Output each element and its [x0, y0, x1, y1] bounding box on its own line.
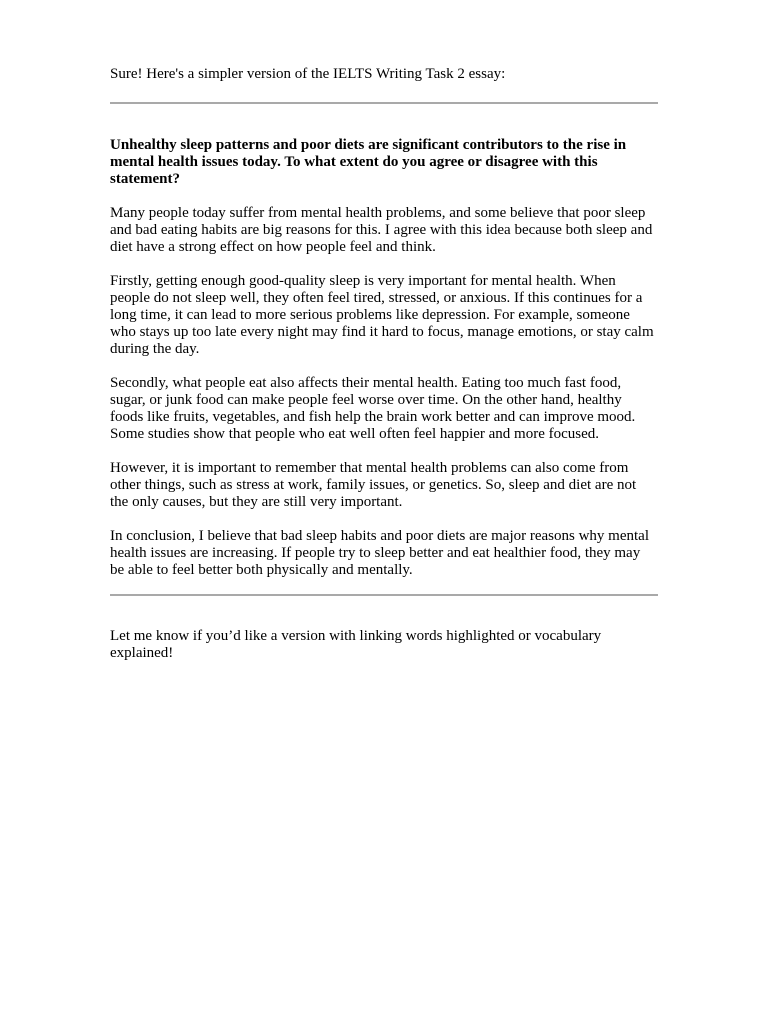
divider-top [110, 102, 658, 104]
outro-text: Let me know if you’d like a version with linking words highlighted or vocabulary explained! [110, 628, 602, 661]
essay-paragraph-other-causes: However, it is important to remember that mental health problems can also come from other things, such as stress at work, family issues, or genetics. So, sleep and diet are not the only causes, but they are still very important. [110, 460, 637, 510]
essay-paragraph-conclusion: In conclusion, I believe that bad sleep habits and poor diets are major reasons why mental health issues are increasing. If people try to sleep better and eat healthier food, they may be able to feel better both physically and mentally. [110, 528, 650, 578]
essay-paragraph-introduction: Many people today suffer from mental health problems, and some believe that poor sleep and bad eating habits are big reasons for this. I agree with this idea because both sleep and diet have a strong effect on how people feel and think. [110, 205, 653, 255]
divider-bottom [110, 594, 658, 596]
essay-paragraph-sleep: Firstly, getting enough good-quality sleep is very important for mental health. When people do not sleep well, they often feel tired, stressed, or anxious. If this continues for a long time, it can lead to more serious problems like depression. For example, someone who stays up too late every night may find it hard to focus, manage emotions, or stay calm during the day. [110, 273, 654, 357]
essay-paragraph-diet: Secondly, what people eat also affects their mental health. Eating too much fast food, sugar, or junk food can make people feel worse over time. On the other hand, healthy foods like fruits, vegetables, and fish help the brain work better and can improve mood. Some studies show that people who eat well often feel happier and more focused. [110, 375, 636, 442]
intro-text: Sure! Here's a simpler version of the IELTS Writing Task 2 essay: [110, 66, 506, 82]
essay-question: Unhealthy sleep patterns and poor diets are significant contributors to the rise in mental health issues today. To what extent do you agree or disagree with this statement? [110, 137, 627, 187]
document-body [110, 66, 658, 662]
